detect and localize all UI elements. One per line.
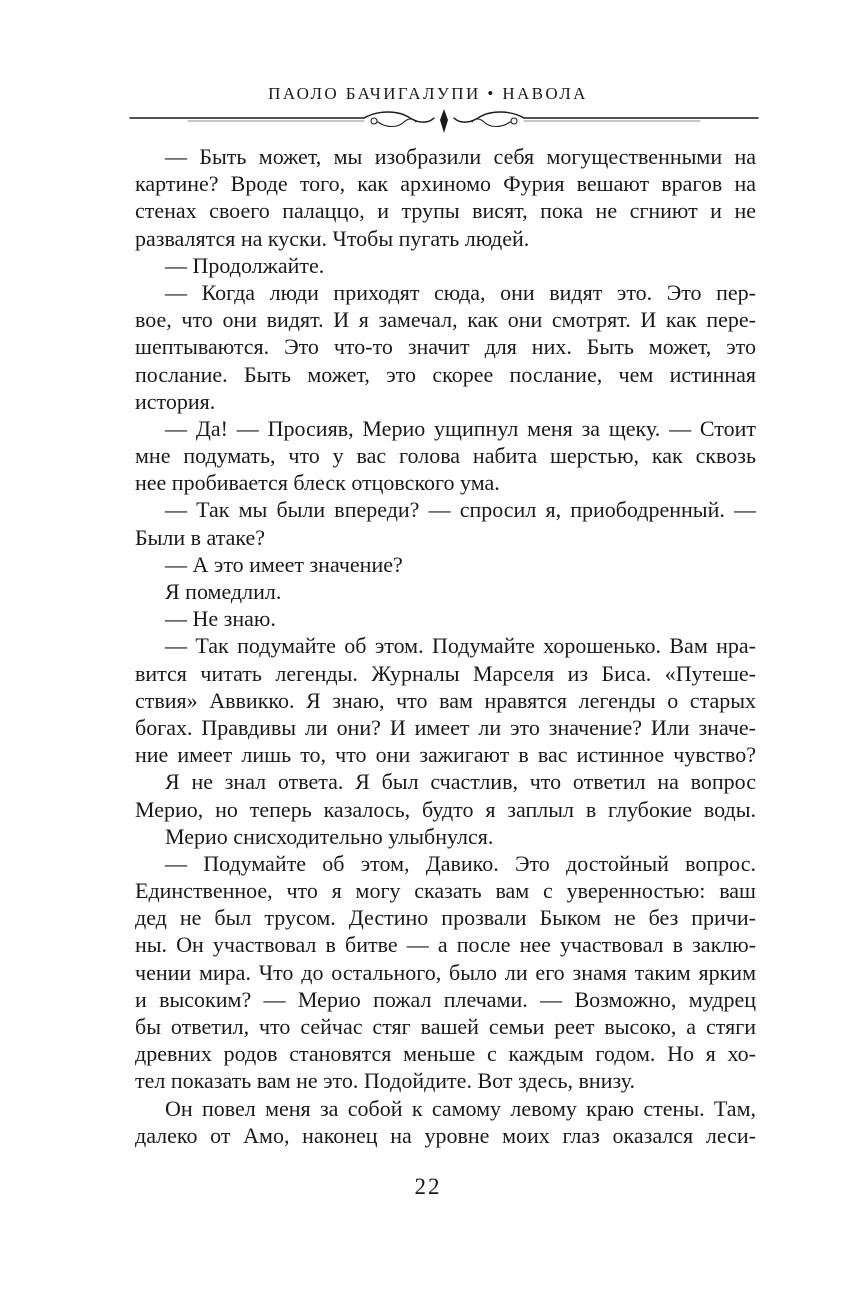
text-line: — Так подумайте об этом. Подумайте хорошенько. Вам нра- <box>165 633 756 659</box>
text-line: ние имеет лишь то, что они зажигают в вас истинное чувство? <box>135 742 756 768</box>
text-line: ны. Он участвовал в битве — а после нее участвовал в заклю- <box>135 932 756 958</box>
text-line: — Продолжайте. <box>165 252 325 278</box>
text-line: — Так мы были впереди? — спросил я, приободренный. — <box>165 497 756 523</box>
text-line: картине? Вроде того, как архиномо Фурия вешают врагов на <box>135 171 756 197</box>
text-line: — Быть может, мы изобразили себя могущественными на <box>165 144 756 169</box>
text-line: Он повел меня за собой к самому левому краю стены. Там, <box>165 1095 756 1121</box>
text-line: чении мира. Что до остального, было ли его знамя таким ярким <box>135 959 756 985</box>
text-line: Я помедлил. <box>165 579 282 604</box>
text-line: древних родов становятся меньше с каждым годом. Но я хо- <box>135 1041 756 1067</box>
text-line: — Не знаю. <box>165 606 276 632</box>
text-line: шептываются. Это что-то значит для них. Быть может, это <box>135 334 756 360</box>
text-line: тел показать вам не это. Подойдите. Вот здесь, внизу. <box>135 1068 635 1094</box>
text-line: — А это имеет значение? <box>165 551 403 577</box>
text-line: — Подумайте об этом, Давико. Это достойный вопрос. <box>165 850 756 876</box>
text-line: и высоким? — Мерио пожал плечами. — Возможно, мудрец <box>135 986 756 1012</box>
text-line: дед не был трусом. Дестино прозвали Быком не без причи- <box>135 905 756 931</box>
text-line: вое, что они видят. И я замечал, как они смотрят. И как пере- <box>135 307 756 333</box>
text-line: Единственное, что я могу сказать вам с уверенностью: ваш <box>135 878 756 904</box>
text-line: далеко от Амо, наконец на уровне моих глаз оказался леси- <box>135 1122 756 1148</box>
page-number: 22 <box>414 1174 442 1199</box>
text-line: вится читать легенды. Журналы Марселя из Биса. «Путеше- <box>135 660 756 686</box>
text-line: Были в атаке? <box>135 524 266 550</box>
running-head: ПАОЛО БАЧИГАЛУПИ • НАВОЛА <box>268 84 588 103</box>
text-line: мне подумать, что у вас голова набита шерстью, как сквозь <box>135 443 756 469</box>
text-line: бы ответил, что сейчас стяг вашей семьи реет высоко, а стяги <box>135 1014 756 1039</box>
ornamental-divider <box>128 108 760 136</box>
text-line: Я не знал ответа. Я был счастлив, что ответил на вопрос <box>165 769 756 795</box>
text-line: нее пробивается блеск отцовского ума. <box>135 470 500 496</box>
text-line: — Когда люди приходят сюда, они видят это. Это пер- <box>165 279 756 305</box>
text-line: Мерио, но теперь казалось, будто я заплыл в глубокие воды. <box>135 796 756 822</box>
text-line: развалятся на куски. Чтобы пугать людей. <box>135 225 530 251</box>
text-line: ствия» Аввикко. Я знаю, что вам нравятся легенды о старых <box>135 687 756 713</box>
text-line: послание. Быть может, это скорее послание, чем истинная <box>135 361 756 387</box>
text-line: стенах своего палаццо, и трупы висят, пока не сгниют и не <box>135 198 756 224</box>
text-line: — Да! — Просияв, Мерио ущипнул меня за щеку. — Стоит <box>165 415 756 441</box>
text-line: богах. Правдивы ли они? И имеет ли это значение? Или значе- <box>135 714 756 740</box>
body-text <box>135 143 756 1149</box>
text-line: Мерио снисходительно улыбнулся. <box>165 823 494 849</box>
text-line: история. <box>135 388 216 414</box>
